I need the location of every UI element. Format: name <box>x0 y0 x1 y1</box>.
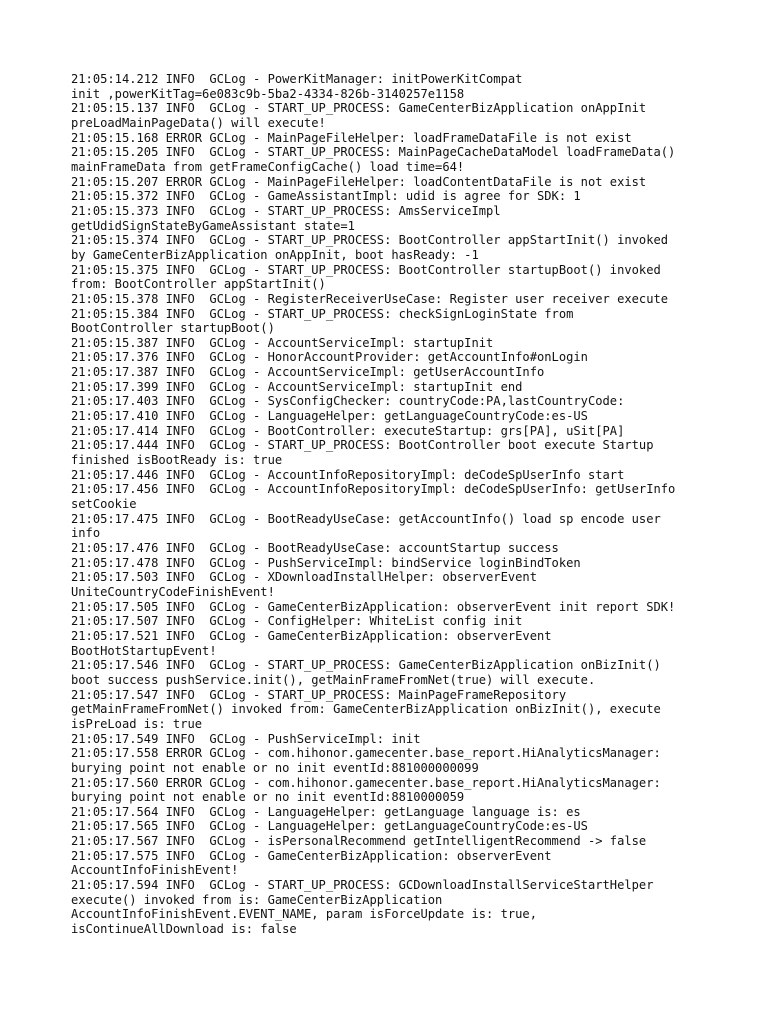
log-line: 21:05:17.410 INFO GCLog - LanguageHelper: getLanguageCountryCode:es-US <box>71 409 588 424</box>
log-line: 21:05:17.476 INFO GCLog - BootReadyUseCase: accountStartup success <box>71 541 559 555</box>
log-line: 21:05:17.567 INFO GCLog - isPersonalRecommend getIntelligentRecommend -> false <box>71 834 647 849</box>
log-line: preLoadMainPageData() will execute! <box>71 115 326 130</box>
log-line: 21:05:17.456 INFO GCLog - AccountInfoRepositoryImpl: deCodeSpUserInfo: getUserInfo <box>71 482 676 497</box>
log-line: 21:05:17.549 INFO GCLog - PushServiceImpl: init <box>71 731 421 746</box>
log-line: 21:05:15.205 INFO GCLog - START_UP_PROCESS: MainPageCacheDataModel loadFrameData() <box>71 145 676 160</box>
log-line: 21:05:15.207 ERROR GCLog - MainPageFileHelper: loadContentDataFile is not exist <box>71 174 647 189</box>
log-line: 21:05:17.594 INFO GCLog - START_UP_PROCESS: GCDownloadInstallServiceStartHelper <box>71 878 654 893</box>
log-line: 21:05:15.372 INFO GCLog - GameAssistantImpl: udid is agree for SDK: 1 <box>71 189 581 204</box>
log-line: AccountInfoFinishEvent! <box>71 863 239 878</box>
log-line: 21:05:17.446 INFO GCLog - AccountInfoRepositoryImpl: deCodeSpUserInfo start <box>71 467 625 482</box>
log-line: 21:05:17.558 ERROR GCLog - com.hihonor.gamecenter.base_report.HiAnalyticsManager: <box>71 746 661 761</box>
log-line: by GameCenterBizApplication onAppInit, boot hasReady: -1 <box>71 247 479 262</box>
log-line: 21:05:15.378 INFO GCLog - RegisterReceiverUseCase: Register user receiver execute <box>71 291 669 306</box>
log-line: UniteCountryCodeFinishEvent! <box>71 584 275 599</box>
log-line: 21:05:17.507 INFO GCLog - ConfigHelper: WhiteList config init <box>71 614 523 629</box>
log-line: 21:05:15.168 ERROR GCLog - MainPageFileHelper: loadFrameDataFile is not exist <box>71 130 632 145</box>
log-line: burying point not enable or no init eventId:881000000099 <box>71 760 479 775</box>
log-line: getUdidSignStateByGameAssistant state=1 <box>71 218 355 233</box>
log-line: 21:05:17.503 INFO GCLog - XDownloadInstallHelper: observerEvent <box>71 570 537 585</box>
log-line: 21:05:15.375 INFO GCLog - START_UP_PROCESS: BootController startupBoot() invoked <box>71 262 661 277</box>
log-line: 21:05:15.374 INFO GCLog - START_UP_PROCESS: BootController appStartInit() invoked <box>71 233 669 248</box>
log-line: setCookie <box>71 497 137 512</box>
log-line: AccountInfoFinishEvent.EVENT_NAME, param isForceUpdate is: true, <box>71 907 537 922</box>
log-line: finished isBootReady is: true <box>71 453 283 468</box>
log-line: 21:05:17.564 INFO GCLog - LanguageHelper: getLanguage language is: es <box>71 804 581 819</box>
log-line: 21:05:17.547 INFO GCLog - START_UP_PROCESS: MainPageFrameRepository <box>71 687 567 702</box>
log-line: init ,powerKitTag=6e083c9b-5ba2-4334-826b-3140257e1158 <box>71 86 465 101</box>
log-line: 21:05:17.475 INFO GCLog - BootReadyUseCase: getAccountInfo() load sp encode user <box>71 511 661 526</box>
log-line: 21:05:15.384 INFO GCLog - START_UP_PROCESS: checkSignLoginState from <box>71 306 574 321</box>
log-line: boot success pushService.init(), getMainFrameFromNet(true) will execute. <box>71 672 596 687</box>
log-line: 21:05:17.521 INFO GCLog - GameCenterBizApplication: observerEvent <box>71 628 552 643</box>
log-line: 21:05:15.373 INFO GCLog - START_UP_PROCESS: AmsServiceImpl <box>71 203 501 218</box>
log-line: 21:05:17.546 INFO GCLog - START_UP_PROCESS: GameCenterBizApplication onBizInit() <box>71 658 661 673</box>
log-line: 21:05:14.212 INFO GCLog - PowerKitManager: initPowerKitCompat <box>71 72 523 86</box>
log-line: getMainFrameFromNet() invoked from: GameCenterBizApplication onBizInit(), execute <box>71 702 661 717</box>
log-line: isContinueAllDownload is: false <box>71 922 297 937</box>
log-line: 21:05:15.387 INFO GCLog - AccountServiceImpl: startupInit <box>71 335 494 350</box>
log-line: isPreLoad is: true <box>71 716 203 731</box>
log-line: 21:05:17.414 INFO GCLog - BootController: executeStartup: grs[PA], uSit[PA] <box>71 423 625 438</box>
log-line: 21:05:17.565 INFO GCLog - LanguageHelper: getLanguageCountryCode:es-US <box>71 819 588 834</box>
log-document <box>71 72 731 937</box>
log-line: 21:05:17.376 INFO GCLog - HonorAccountProvider: getAccountInfo#onLogin <box>71 350 588 365</box>
log-line: 21:05:17.387 INFO GCLog - AccountServiceImpl: getUserAccountInfo <box>71 365 545 380</box>
log-line: 21:05:17.444 INFO GCLog - START_UP_PROCESS: BootController boot execute Startup <box>71 438 654 453</box>
log-line: 21:05:17.478 INFO GCLog - PushServiceImpl: bindService loginBindToken <box>71 555 581 570</box>
log-line: info <box>71 526 101 541</box>
log-line: from: BootController appStartInit() <box>71 277 326 292</box>
log-line: BootHotStartupEvent! <box>71 643 217 658</box>
log-line: execute() invoked from is: GameCenterBizApplication <box>71 892 443 907</box>
log-line: 21:05:17.575 INFO GCLog - GameCenterBizApplication: observerEvent <box>71 848 552 863</box>
log-line: 21:05:17.399 INFO GCLog - AccountServiceImpl: startupInit end <box>71 379 523 394</box>
log-line: burying point not enable or no init eventId:8810000059 <box>71 790 465 805</box>
log-line: 21:05:15.137 INFO GCLog - START_UP_PROCESS: GameCenterBizApplication onAppInit <box>71 101 647 116</box>
log-line: 21:05:17.403 INFO GCLog - SysConfigChecker: countryCode:PA,lastCountryCode: <box>71 394 625 409</box>
log-line: BootController startupBoot() <box>71 321 275 336</box>
log-line: 21:05:17.560 ERROR GCLog - com.hihonor.gamecenter.base_report.HiAnalyticsManager: <box>71 775 661 790</box>
log-line: 21:05:17.505 INFO GCLog - GameCenterBizApplication: observerEvent init report SDK! <box>71 599 676 614</box>
log-line: mainFrameData from getFrameConfigCache() load time=64! <box>71 159 465 174</box>
